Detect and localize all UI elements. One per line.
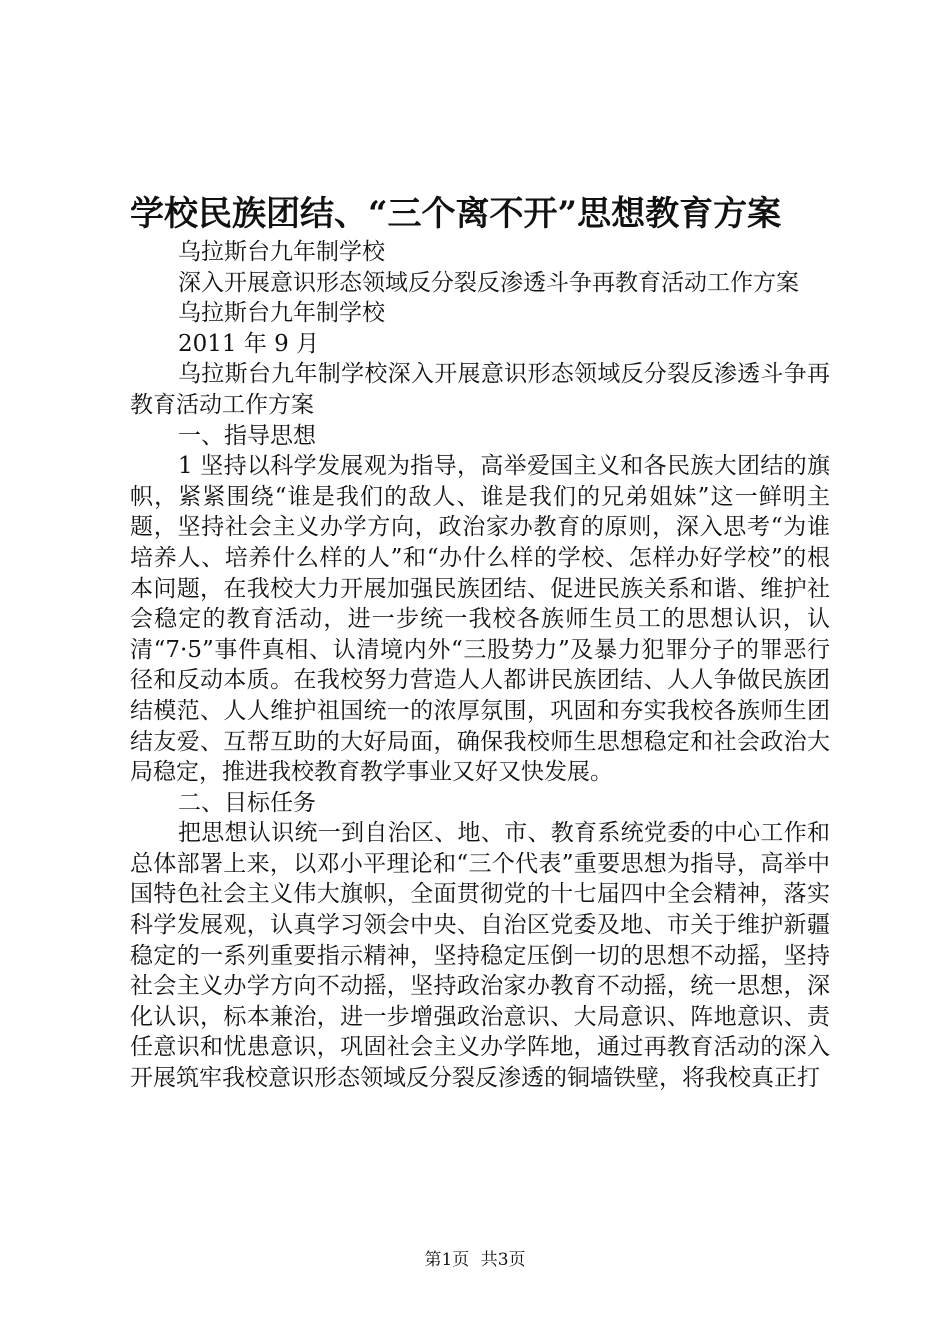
- paragraph-plan-subtitle: 乌拉斯台九年制学校深入开展意识形态领域反分裂反渗透斗争再教育活动工作方案: [130, 361, 830, 418]
- paragraph-date: 2011 年 9 月: [178, 330, 320, 357]
- paragraph-guiding-thought: 1 坚持以科学发展观为指导，高举爱国主义和各民族大团结的旗帜，紧紧围绕“谁是我们的敌人、谁是我们的兄弟姐妹”这一鲜明主题，坚持社会主义办学方向，政治家办教育的原则，深入思考“为谁培养人、培养什么样的人”和“办什么样的学校、怎样办好学校”的根本问题，在我校大力开展加强民族团结、促进民族关系和谐、维护社会稳定的教育活动，进一步统一我校各族师生员工的思想认识，认清“7·5”事件真相、认清境内外“三股势力”及暴力犯罪分子的罪恶行径和反动本质。在我校努力营造人人都讲民族团结、人人争做民族团结模范、人人维护祖国统一的浓厚氛围，巩固和夯实我校各族师生团结友爱、互帮互助的大好局面，确保我校师生思想稳定和社会政治大局稳定，推进我校教育教学事业又好又快发展。: [130, 453, 830, 786]
- document-body: [130, 237, 830, 1094]
- section-heading-goals: 二、目标任务: [178, 789, 316, 816]
- page-total: 共3页: [480, 1250, 526, 1270]
- paragraph-school-name-2: 乌拉斯台九年制学校: [178, 300, 385, 327]
- page-footer: [0, 1245, 950, 1270]
- section-heading-guiding-thought: 一、指导思想: [178, 422, 316, 449]
- paragraph-plan-heading: 深入开展意识形态领域反分裂反渗透斗争再教育活动工作方案: [178, 269, 799, 296]
- document-title: 学校民族团结、“三个离不开”思想教育方案: [130, 194, 782, 234]
- paragraph-school-name: 乌拉斯台九年制学校: [178, 239, 385, 265]
- paragraph-goals: 把思想认识统一到自治区、地、市、教育系统党委的中心工作和总体部署上来，以邓小平理论和“三个代表”重要思想为指导，高举中国特色社会主义伟大旗帜，全面贯彻党的十七届四中全会精神，落实科学发展观，认真学习领会中央、自治区党委及地、市关于维护新疆稳定的一系列重要指示精神，坚持稳定压倒一切的思想不动摇，坚持社会主义办学方向不动摇，坚持政治家办教育不动摇，统一思想，深化认识，标本兼治，进一步增强政治意识、大局意识、阵地意识、责任意识和忧患意识，巩固社会主义办学阵地，通过再教育活动的深入开展筑牢我校意识形态领域反分裂反渗透的铜墙铁壁，将我校真正打: [130, 820, 830, 1092]
- page-number: 第1页: [424, 1250, 470, 1270]
